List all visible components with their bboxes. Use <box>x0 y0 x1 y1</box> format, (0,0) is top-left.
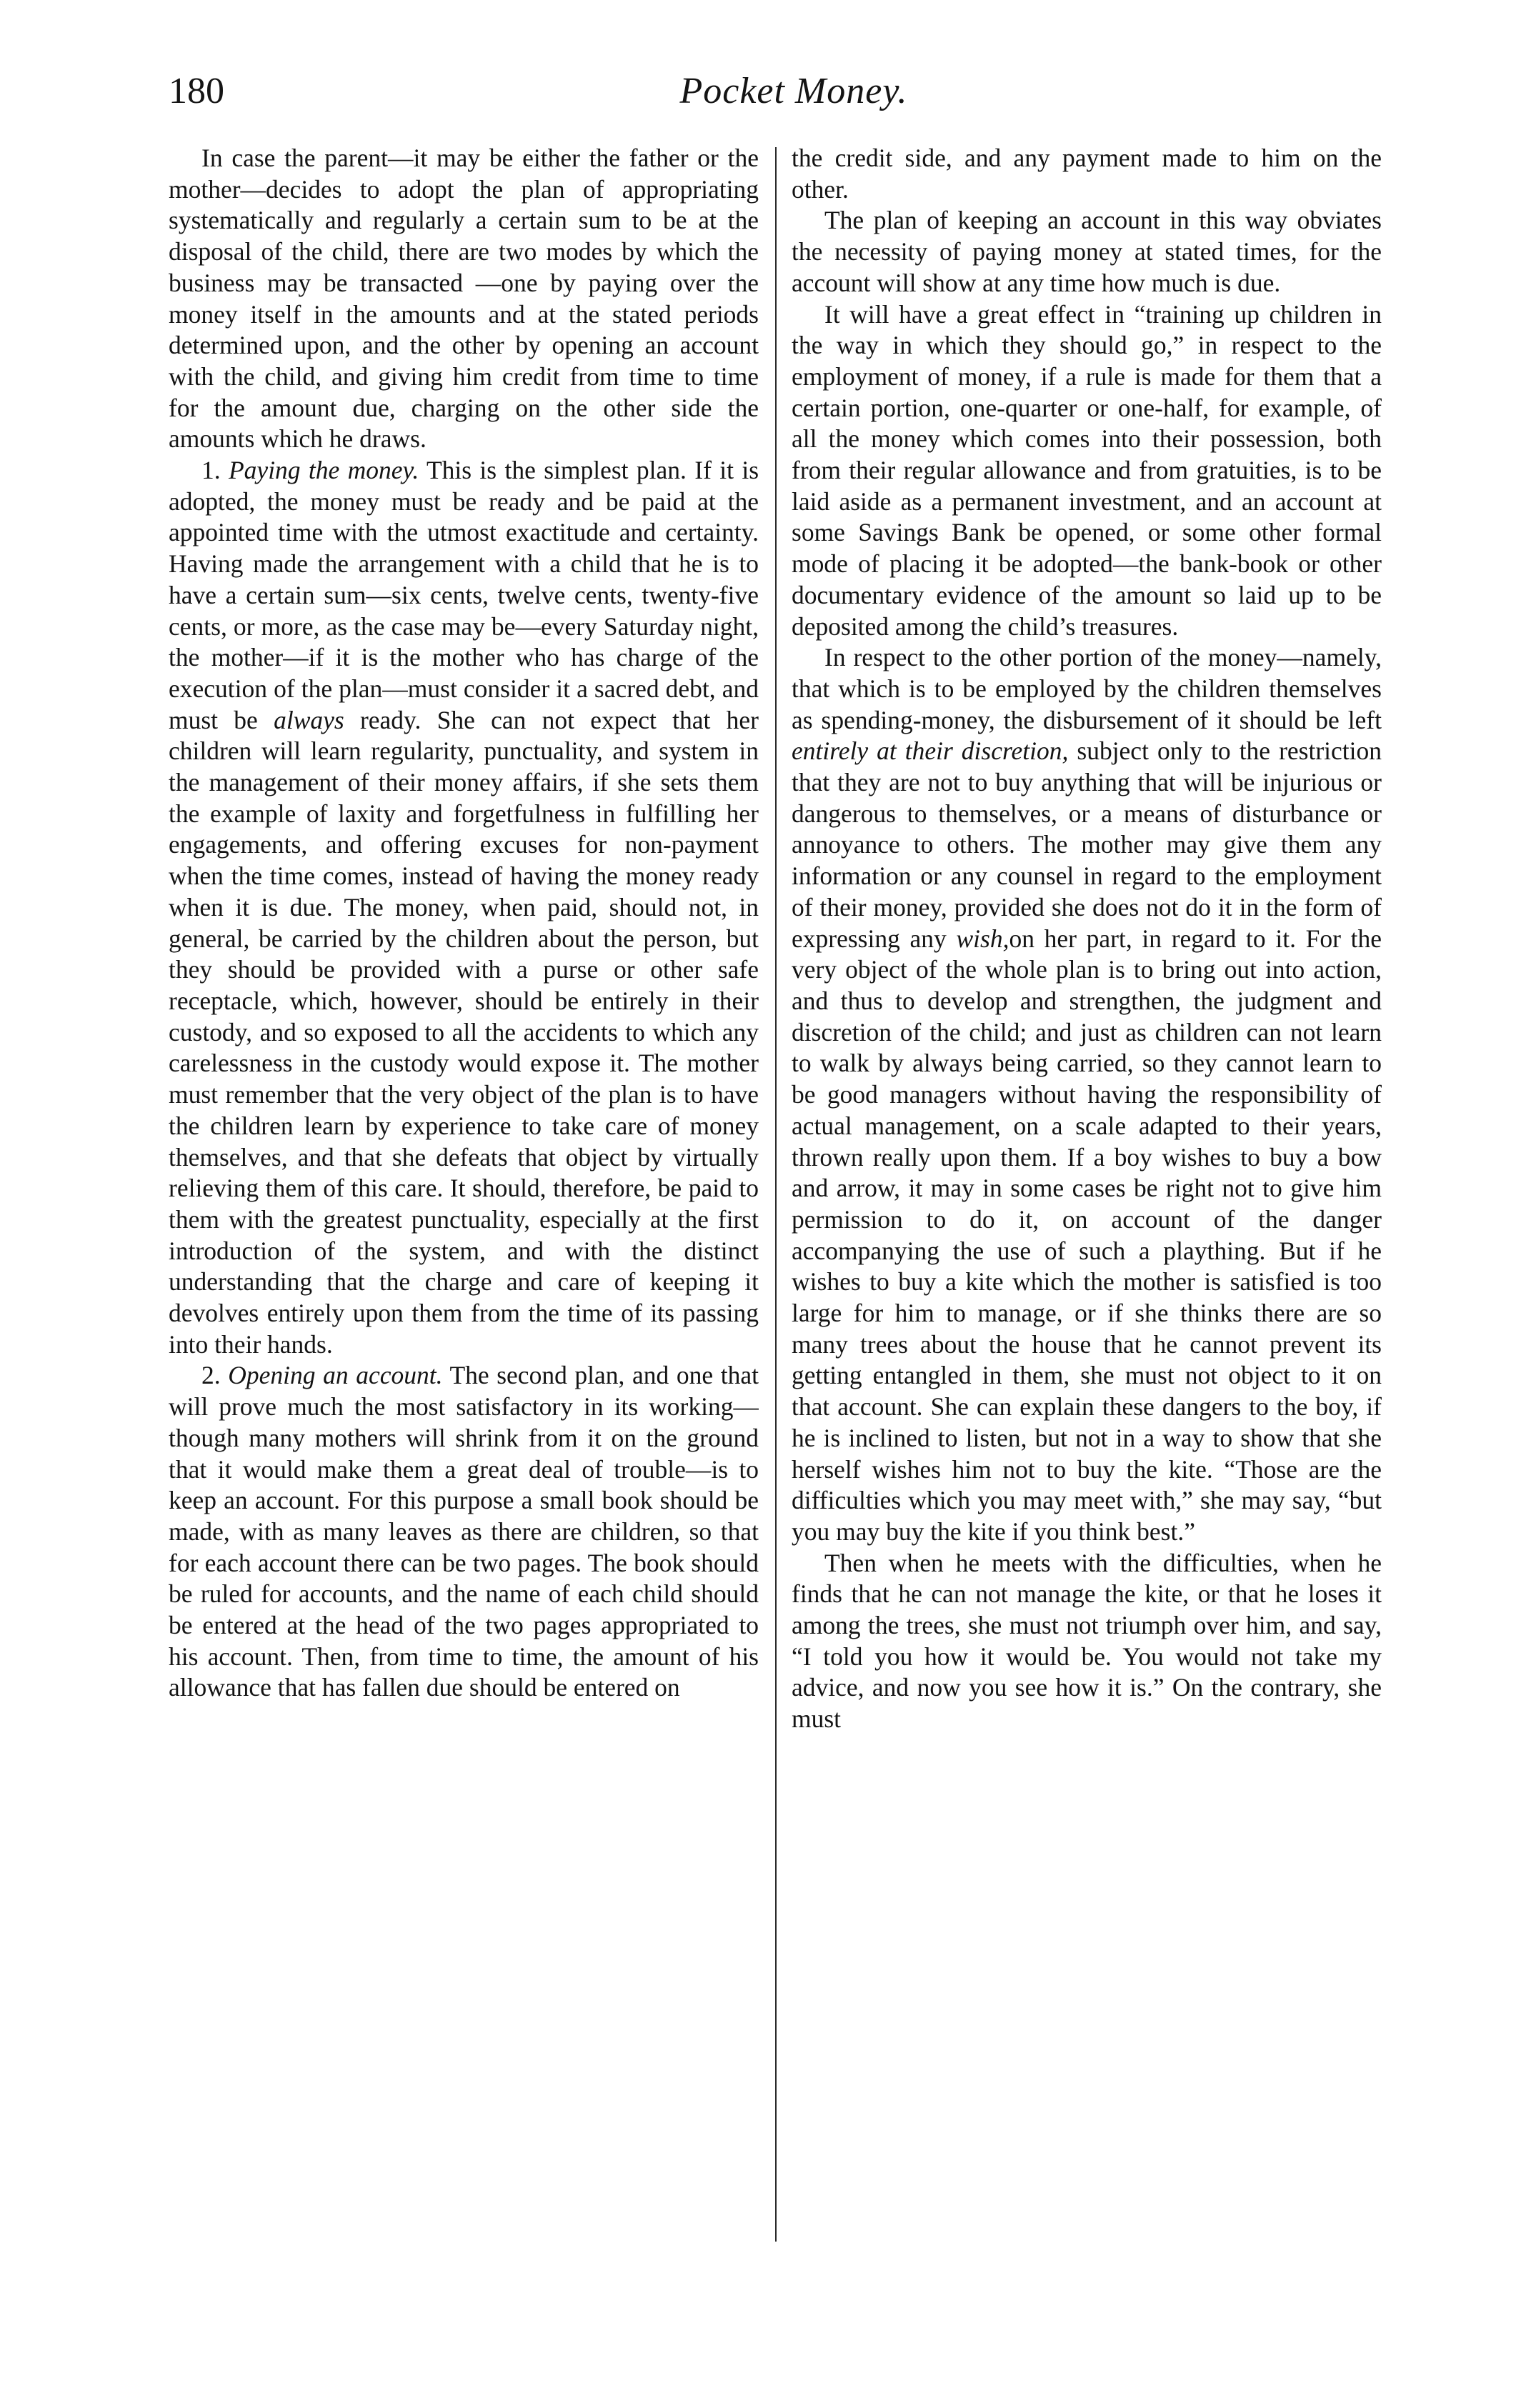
emphasis-text: entirely at their discretion, <box>792 736 1069 766</box>
section-heading: Paying the money. <box>229 456 419 485</box>
paragraph-paying-the-money <box>169 455 759 1360</box>
paragraph-savings: It will have a great effect in “training up children in the way in which they should go,” in respect to the employment of money, if a rule is made for them that a certain portion, one-quarter or one-half, for example, of all the money which comes into their possession, both from their regular allowance and from gratuities, is to be laid aside as a permanent investment, and an account at some Savings Bank be opened, or some other formal mode of placing it be adopted—the bank-book or other documentary evidence of the amount so laid up to be deposited among the child’s treasures. <box>792 299 1382 641</box>
paragraph-difficulties: Then when he meets with the difficulties, when he finds that he can not manage the kite, or that he loses it among the trees, she must not triumph over him, and say, “I told you how it would be. You would not take my advice, and now you see how it is.” On the contrary, she must <box>792 1548 1382 1734</box>
section-heading: Opening an account. <box>228 1361 443 1390</box>
page-number: 180 <box>169 71 224 111</box>
paragraph-text: on her part, in regard to it. For the very object of the whole plan is to bring out into action, and thus to develop and strengthen, the judgment and discretion of the child; and just as children can not learn to walk by always being carried, so they cannot learn to be good managers without having the responsibility of actual management, on a scale adapted to their years, thrown really upon them. If a boy wishes to buy a bow and arrow, it may in some cases be right not to give him permission to do it, on account of the danger accompanying the use of such a plaything. But if he wishes to buy a kite which the mother is satisfied is too large for him to manage, or if she thinks there are so many trees about the house that he cannot prevent its getting entangled in them, she must not object to it on that account. She can explain these dangers to the boy, if he is inclined to listen, but not in a way to show that she herself wishes him not to buy the kite. “Those are the difficulties which you may meet with,” she may say, “but you may buy the kite if you think best.” <box>792 924 1382 1546</box>
section-number: 2. <box>201 1361 221 1390</box>
paragraph-text: ready. She can not expect that her children will learn regularity, punctuality, and system in the management of their money affairs, if she sets them the example of laxity and forgetfulness in fulfilling her engagements, and offering excuses for non-payment when the time comes, instead of having the money ready when it is due. The money, when paid, should not, in general, be carried by the children about the person, but they should be provided with a purse or other safe receptacle, which, however, should be entirely in their custody, and so exposed to all the accidents to which any carelessness in the custody would expose it. The mother must remember that the very object of the plan is to have the children learn by experience to take care of money themselves, and that she defeats that object by virtually relieving them of this care. It should, therefore, be paid to them with the greatest punctuality, especially at the first introduction of the system, and with the distinct understanding that the charge and care of keeping it devolves entirely upon them from the time of its passing into their hands. <box>169 705 759 1359</box>
emphasis-text: wish, <box>956 924 1009 953</box>
emphasis-text: always <box>274 705 344 734</box>
paragraph-text: In respect to the other portion of the money—namely, that which is to be employed by the children themselves as spending-money, the disbursement of it should be left <box>792 643 1382 734</box>
paragraph-continued: the credit side, and any payment made to him on the other. <box>792 144 1382 204</box>
page-header <box>169 69 1419 126</box>
paragraph-spending-money <box>792 642 1382 1547</box>
column-divider <box>775 147 777 2242</box>
left-column <box>169 143 759 2257</box>
paragraph-account-plan: The plan of keeping an account in this way obviates the necessity of paying money at stated times, for the account will show at any time how much is due. <box>792 206 1382 297</box>
section-number: 1. <box>201 456 221 485</box>
paragraph-opening-an-account <box>169 1360 759 1704</box>
paragraph-text: subject only to the restriction that they are not to buy anything that will be injurious or dangerous to themselves, or a means of disturbance or annoyance to others. The mother may give them any information or any counsel in regard to the employment of their money, provided she does not do it in the form of expressing any <box>792 736 1382 953</box>
paragraph-text: The second plan, and one that will prove much the most satisfactory in its working—though many mothers will shrink from it on the ground that it would make them a great deal of trouble—is to keep an account. For this purpose a small book should be made, with as many leaves as there are children, so that for each account there can be two pages. The book should be ruled for accounts, and the name of each child should be entered at the head of the two pages appropriated to his account. Then, from time to time, the amount of his allowance that has fallen due should be entered on <box>169 1361 759 1702</box>
paragraph-text: This is the simplest plan. If it is adopted, the money must be ready and be paid at the appointed time with the utmost exactitude and certainty. Having made the arrangement with a child that he is to have a certain sum—six cents, twelve cents, twenty-five cents, or more, as the case may be—every Saturday night, the mother—if it is the mother who has charge of the execution of the plan—must consider it a sacred debt, and must be <box>169 456 759 734</box>
right-column <box>792 143 1382 2257</box>
running-title: Pocket Money. <box>679 71 908 111</box>
paragraph-intro: In case the parent—it may be either the father or the mother—decides to adopt the plan of appropriating systematically and regularly a certain sum to be at the disposal of the child, there are two modes by which the business may be transacted —one by paying over the money itself in the amounts and at the stated periods determined upon, and the other by opening an account with the child, and giving him credit from time to time for the amount due, charging on the other side the amounts which he draws. <box>169 144 759 454</box>
